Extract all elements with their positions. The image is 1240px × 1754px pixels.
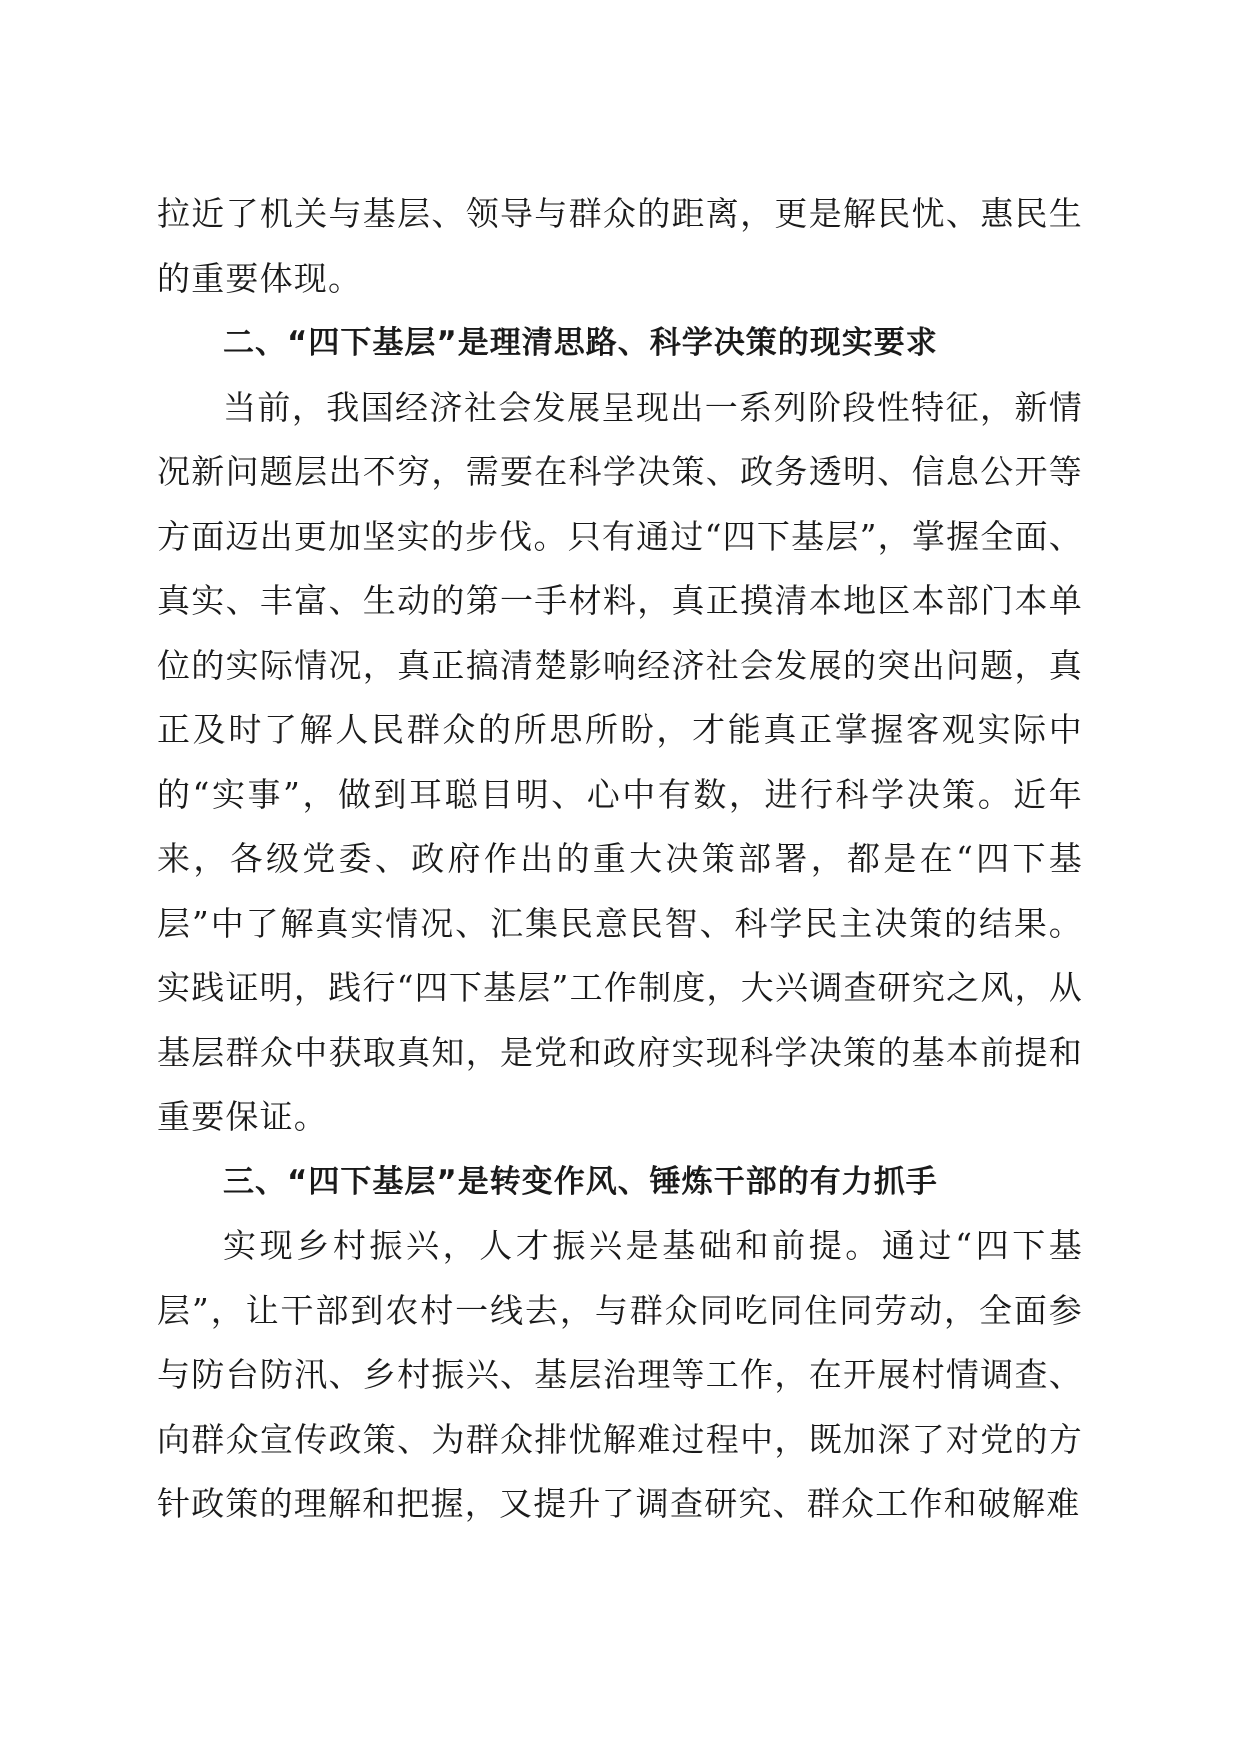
document-body [157,182,1083,1537]
section-3-heading: 三、“四下基层”是转变作风、锤炼干部的有力抓手 [223,1163,938,1200]
section-3-paragraph: 实现乡村振兴，人才振兴是基础和前提。通过“四下基层”，让干部到农村一线去，与群众同吃同住同劳动，全面参与防台防汛、乡村振兴、基层治理等工作，在开展村情调查、向群众宣传政策、为群众排忧解难过程中，既加深了对党的方针政策的理解和把握，又提升了调查研究、群众工作和破解难 [157,1226,1083,1523]
continuation-paragraph: 拉近了机关与基层、领导与群众的距离，更是解民忧、惠民生的重要体现。 [157,194,1083,298]
section-2-paragraph: 当前，我国经济社会发展呈现出一系列阶段性特征，新情况新问题层出不穷，需要在科学决策、政务透明、信息公开等方面迈出更加坚实的步伐。只有通过“四下基层”，掌握全面、真实、丰富、生动的第一手材料，真正摸清本地区本部门本单位的实际情况，真正搞清楚影响经济社会发展的突出问题，真正及时了解人民群众的所思所盼，才能真正掌握客观实际中的“实事”，做到耳聪目明、心中有数，进行科学决策。近年来，各级党委、政府作出的重大决策部署，都是在“四下基层”中了解真实情况、汇集民意民智、科学民主决策的结果。实践证明，践行“四下基层”工作制度，大兴调查研究之风，从基层群众中获取真知，是党和政府实现科学决策的基本前提和重要保证。 [157,387,1083,1136]
section-2-heading: 二、“四下基层”是理清思路、科学决策的现实要求 [223,325,938,361]
